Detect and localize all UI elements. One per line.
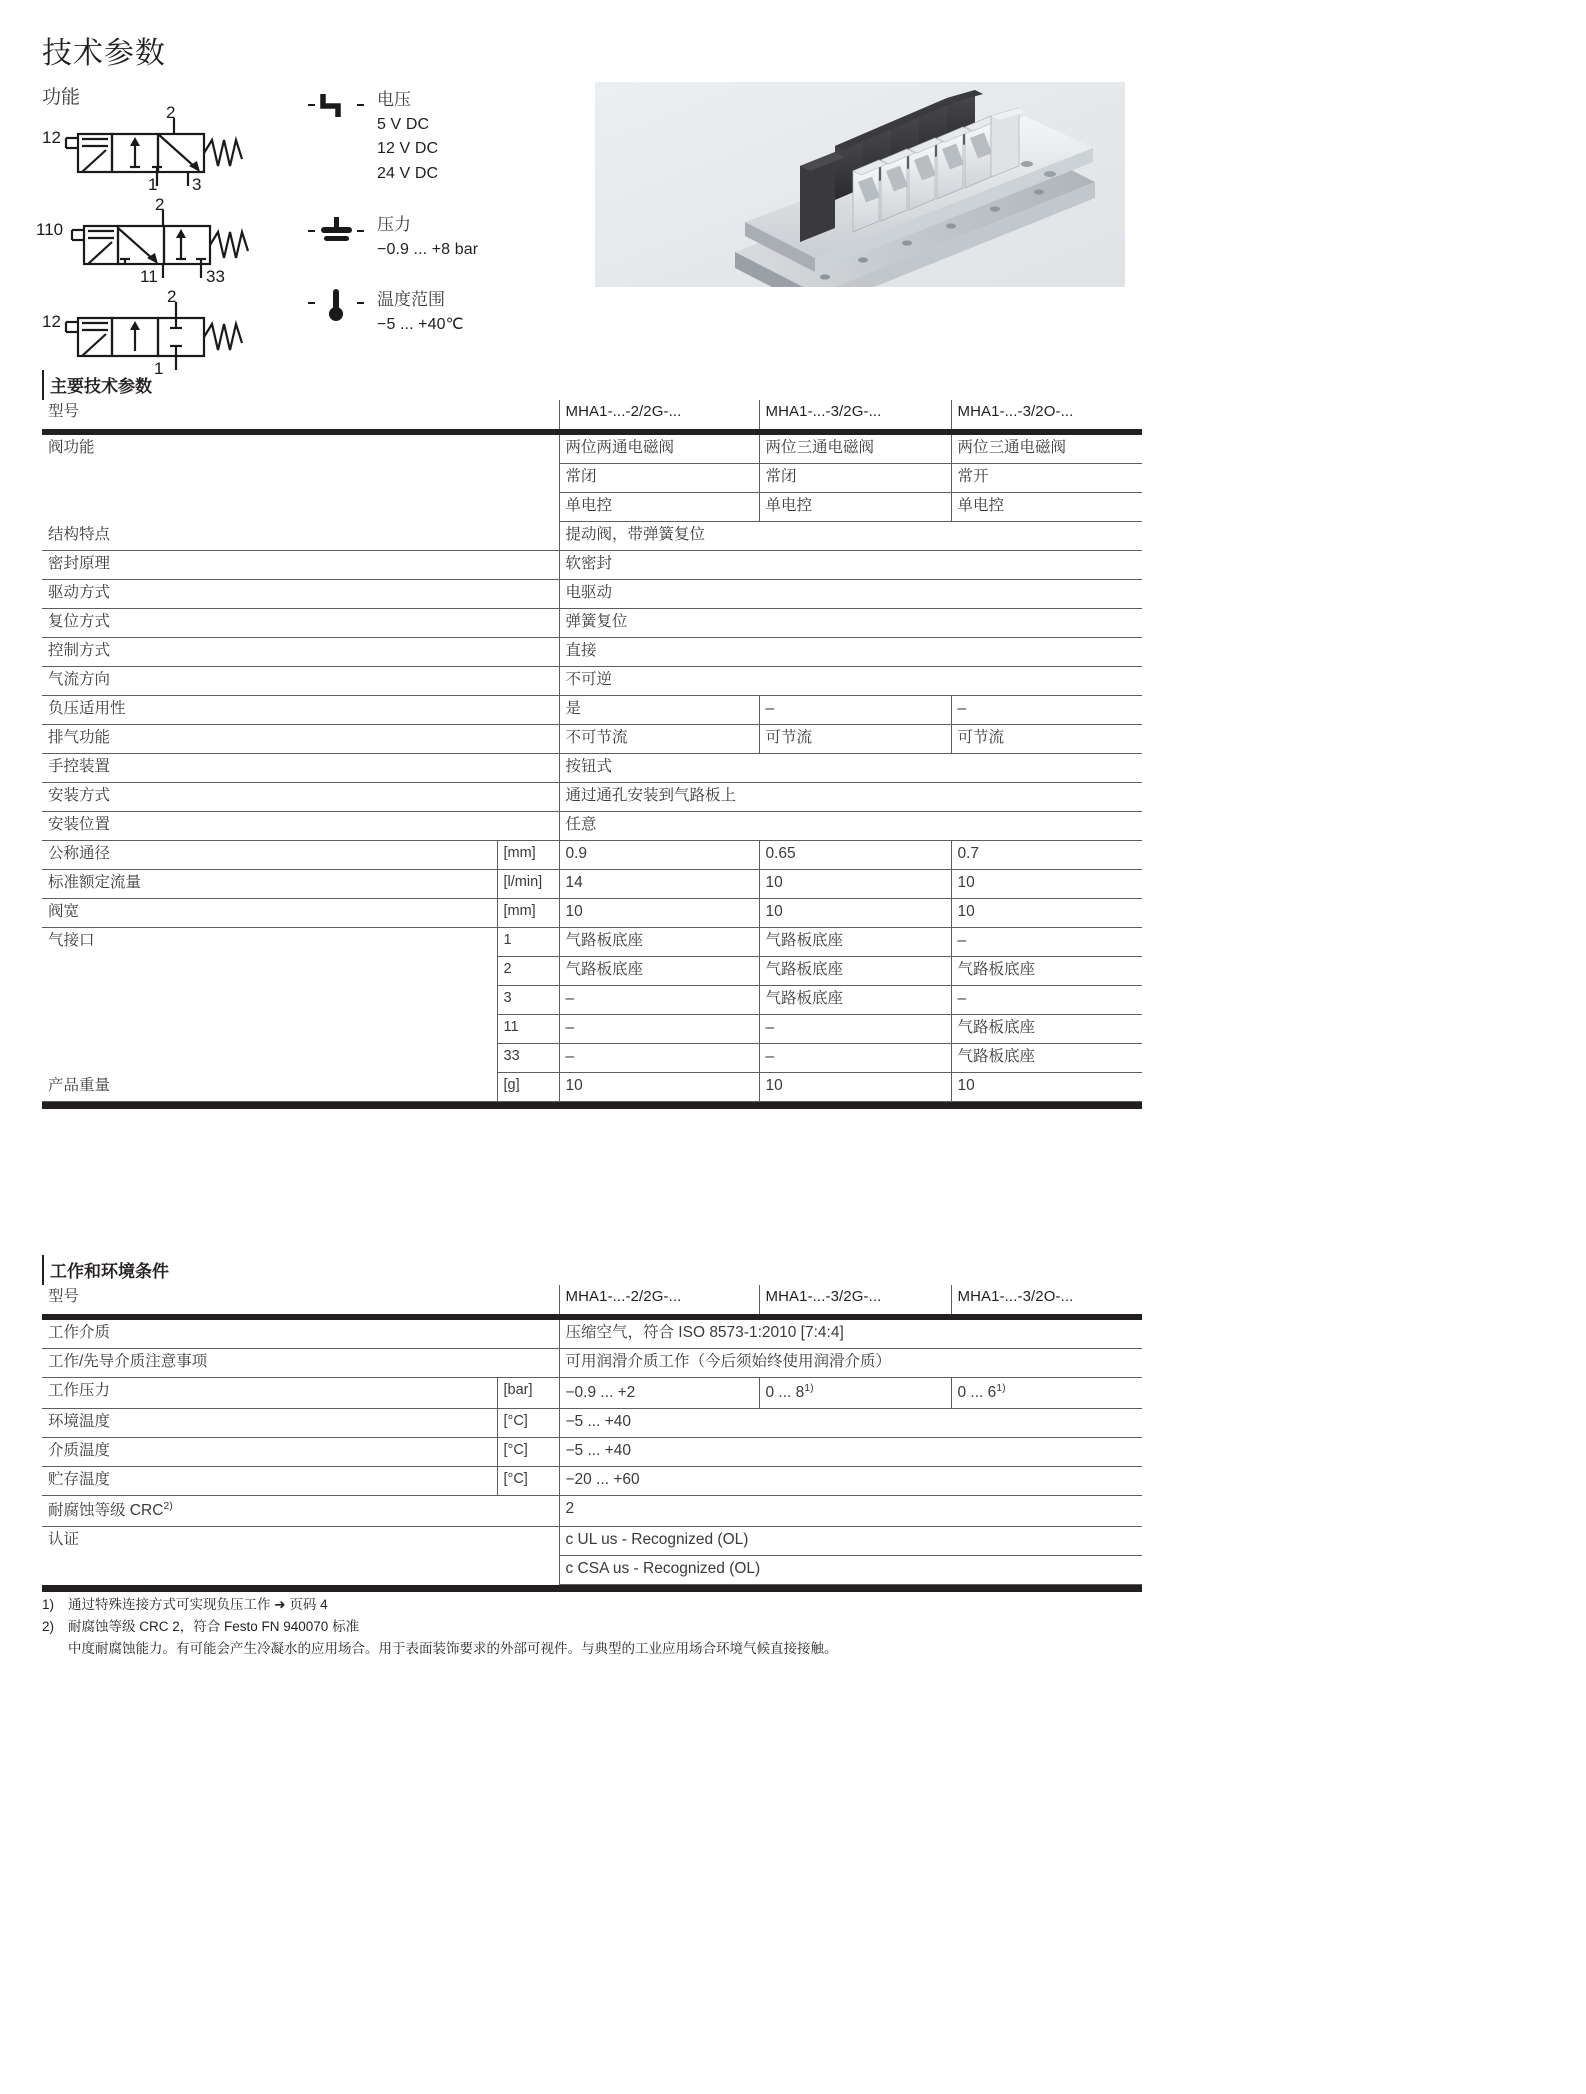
table-row — [42, 1527, 1142, 1556]
row-unit: [°C] — [497, 1467, 559, 1496]
row-label: 密封原理 — [42, 551, 497, 580]
svg-text:110: 110 — [36, 220, 64, 239]
main-model-1: MHA1-...-2/2G-... — [559, 400, 759, 429]
table-row — [42, 841, 1142, 870]
row-label: 驱动方式 — [42, 580, 497, 609]
row-label: 复位方式 — [42, 609, 497, 638]
row-value: 气路板底座 — [951, 1015, 1142, 1044]
main-model-2: MHA1-...-3/2G-... — [759, 400, 951, 429]
footnote-ref: 2) — [163, 1500, 173, 1513]
row-unit: [°C] — [497, 1438, 559, 1467]
row-label: 介质温度 — [42, 1438, 497, 1467]
row-unit: 2 — [497, 957, 559, 986]
footnotes — [42, 1595, 838, 1660]
row-label: 气接口 — [48, 932, 95, 949]
main-spec-table-block — [42, 370, 1142, 1109]
row-value: 按钮式 — [559, 754, 1142, 783]
valve-symbol-group — [36, 104, 296, 380]
table-row — [42, 1320, 1142, 1349]
row-unit: [°C] — [497, 1409, 559, 1438]
row-value: – — [559, 986, 759, 1015]
row-label: 结构特点 — [42, 522, 497, 551]
row-unit: [bar] — [497, 1378, 559, 1409]
svg-text:2: 2 — [166, 104, 176, 122]
row-value: 10 — [559, 899, 759, 928]
row-value: 是 — [559, 696, 759, 725]
footnote-1 — [42, 1595, 838, 1616]
row-value: 0.7 — [951, 841, 1142, 870]
conditions-table — [42, 1285, 1142, 1592]
row-label: 安装方式 — [42, 783, 497, 812]
row-label: 工作介质 — [42, 1320, 497, 1349]
row-label: 气流方向 — [42, 667, 497, 696]
row-value: – — [759, 1015, 951, 1044]
spec-title-voltage: 电压 — [377, 90, 411, 109]
row-value: c CSA us - Recognized (OL) — [559, 1556, 1142, 1585]
row-label: 工作/先导介质注意事项 — [42, 1349, 497, 1378]
footnote-text: 耐腐蚀等级 CRC 2，符合 Festo FN 940070 标准 — [68, 1618, 360, 1634]
table-row — [42, 580, 1142, 609]
row-value: – — [559, 1015, 759, 1044]
product-photo — [595, 82, 1125, 287]
row-value: c UL us - Recognized (OL) — [559, 1527, 1142, 1556]
row-label: 认证 — [48, 1531, 80, 1549]
svg-text:3: 3 — [192, 175, 202, 192]
function-section-label: 功能 — [42, 87, 81, 108]
row-value: 压缩空气，符合 ISO 8573-1:2010 [7:4:4] — [559, 1320, 1142, 1349]
row-value: 10 — [951, 870, 1142, 899]
spec-item-temperature — [305, 288, 565, 337]
spec-item-voltage — [305, 88, 565, 187]
row-value: – — [951, 696, 1142, 725]
footnote-2-detail: 中度耐腐蚀能力。有可能会产生冷凝水的应用场合。用于表面装饰要求的外部可视件。与典型的工业应用场合环境气候直接接触。 — [68, 1640, 838, 1656]
row-unit: 3 — [497, 986, 559, 1015]
row-value: – — [559, 1044, 759, 1073]
row-value: 不可逆 — [559, 667, 1142, 696]
row-value: 气路板底座 — [759, 957, 951, 986]
row-label: 控制方式 — [42, 638, 497, 667]
row-value: 两位两通电磁阀 — [559, 435, 759, 464]
table-row — [42, 1467, 1142, 1496]
row-value: 2 — [559, 1496, 1142, 1527]
row-value: 两位三通电磁阀 — [951, 435, 1142, 464]
row-unit: [mm] — [497, 841, 559, 870]
spec-value-temperature-0: −5 ... +40℃ — [377, 316, 464, 334]
row-unit: 33 — [497, 1044, 559, 1073]
row-value: 软密封 — [559, 551, 1142, 580]
footnote-number: 1) — [42, 1597, 55, 1612]
row-unit: [l/min] — [497, 870, 559, 899]
table-row — [42, 1438, 1142, 1467]
svg-text:12: 12 — [42, 312, 61, 331]
valve-symbol-3 — [36, 288, 296, 376]
svg-text:1: 1 — [154, 359, 164, 376]
row-value: 两位三通电磁阀 — [759, 435, 951, 464]
row-value: 10 — [951, 899, 1142, 928]
row-value: 气路板底座 — [759, 928, 951, 957]
conditions-model-label: 型号 — [48, 1288, 80, 1305]
row-value — [759, 1378, 951, 1409]
spec-value-voltage-1: 12 V DC — [377, 140, 439, 158]
row-value: – — [759, 1044, 951, 1073]
row-value: 0.9 — [559, 841, 759, 870]
row-value: – — [951, 928, 1142, 957]
row-unit: 1 — [497, 928, 559, 957]
row-value: 常闭 — [759, 464, 951, 493]
footnote-text: 通过特殊连接方式可实现负压工作 ➜ 页码 4 — [68, 1597, 328, 1612]
main-spec-table — [42, 400, 1142, 1109]
main-table-title: 主要技术参数 — [42, 370, 1142, 400]
footnote-ref: 1) — [996, 1382, 1006, 1394]
table-row — [42, 667, 1142, 696]
conditions-model-2: MHA1-...-3/2G-... — [759, 1285, 951, 1314]
row-label: 手控装置 — [42, 754, 497, 783]
row-label: 环境温度 — [42, 1409, 497, 1438]
footnote-number: 2) — [42, 1618, 55, 1634]
row-label-text: 耐腐蚀等级 CRC — [48, 1502, 164, 1520]
row-unit: [mm] — [497, 899, 559, 928]
table-row — [42, 1496, 1142, 1527]
row-value: −20 ... +60 — [559, 1467, 1142, 1496]
main-model-label: 型号 — [48, 403, 80, 420]
spec-value-voltage-0: 5 V DC — [377, 115, 430, 133]
table-row — [42, 696, 1142, 725]
table-row — [42, 551, 1142, 580]
thermometer-icon — [305, 288, 367, 322]
footnote-ref: 1) — [804, 1382, 814, 1394]
row-value: 弹簧复位 — [559, 609, 1142, 638]
row-value: 0.65 — [759, 841, 951, 870]
row-value: – — [759, 696, 951, 725]
row-value: 可节流 — [951, 725, 1142, 754]
row-value: 单电控 — [759, 493, 951, 522]
svg-text:2: 2 — [155, 196, 165, 214]
row-value: −5 ... +40 — [559, 1409, 1142, 1438]
row-value: 通过通孔安装到气路板上 — [559, 783, 1142, 812]
row-label: 产品重量 — [42, 1073, 497, 1102]
table-row — [42, 1409, 1142, 1438]
row-value: 14 — [559, 870, 759, 899]
table-row — [42, 870, 1142, 899]
svg-text:11: 11 — [140, 267, 158, 284]
table-row — [42, 1349, 1142, 1378]
table-row — [42, 754, 1142, 783]
row-value-text: −0.9 ... +2 — [565, 1384, 636, 1402]
conditions-model-3: MHA1-...-3/2O-... — [951, 1285, 1142, 1314]
table-row — [42, 928, 1142, 957]
row-value: 10 — [559, 1073, 759, 1102]
conditions-model-1: MHA1-...-2/2G-... — [559, 1285, 759, 1314]
row-value — [559, 1378, 759, 1409]
row-value: 可节流 — [759, 725, 951, 754]
row-value: 10 — [759, 1073, 951, 1102]
row-value: 可用润滑介质工作（今后须始终使用润滑介质） — [559, 1349, 1142, 1378]
spec-value-pressure-0: −0.9 ... +8 bar — [377, 240, 479, 258]
row-value: 常开 — [951, 464, 1142, 493]
row-value: 常闭 — [559, 464, 759, 493]
conditions-header-row — [42, 1285, 1142, 1314]
spec-value-voltage-2: 24 V DC — [377, 165, 439, 183]
svg-text:33: 33 — [206, 267, 225, 284]
pressure-icon — [305, 213, 367, 247]
main-table-header-row — [42, 400, 1142, 429]
row-label: 标准额定流量 — [42, 870, 497, 899]
spec-title-temperature: 温度范围 — [377, 290, 445, 310]
row-label: 贮存温度 — [42, 1467, 497, 1496]
row-value: 不可节流 — [559, 725, 759, 754]
row-value: 任意 — [559, 812, 1142, 841]
row-label: 阀功能 — [48, 439, 95, 456]
svg-text:1: 1 — [148, 175, 158, 192]
table-row — [42, 899, 1142, 928]
row-value: 电驱动 — [559, 580, 1142, 609]
conditions-table-block — [42, 1255, 1142, 1592]
conditions-table-title: 工作和环境条件 — [42, 1255, 1142, 1285]
row-value: 单电控 — [559, 493, 759, 522]
row-label: 工作压力 — [42, 1378, 497, 1409]
row-value: 10 — [759, 899, 951, 928]
row-label: 安装位置 — [42, 812, 497, 841]
row-value: 气路板底座 — [559, 928, 759, 957]
footnote-2 — [42, 1617, 838, 1638]
row-value — [951, 1378, 1142, 1409]
spec-item-pressure — [305, 213, 565, 262]
row-value: 10 — [759, 870, 951, 899]
row-unit: [g] — [497, 1073, 559, 1102]
spec-title-pressure: 压力 — [377, 215, 411, 235]
row-value-text: 0 ... 8 — [765, 1384, 805, 1402]
valve-symbol-2 — [36, 196, 296, 284]
row-label — [42, 1496, 497, 1527]
row-unit: 11 — [497, 1015, 559, 1044]
row-value: 气路板底座 — [759, 986, 951, 1015]
row-value: – — [951, 986, 1142, 1015]
table-row — [42, 1378, 1142, 1409]
spec-icon-list — [305, 88, 565, 364]
row-label: 排气功能 — [42, 725, 497, 754]
row-value: 气路板底座 — [951, 1044, 1142, 1073]
row-label: 阀宽 — [42, 899, 497, 928]
table-row — [42, 609, 1142, 638]
table-row — [42, 725, 1142, 754]
row-value: 气路板底座 — [951, 957, 1142, 986]
row-label: 公称通径 — [42, 841, 497, 870]
row-value-text: 0 ... 6 — [957, 1384, 997, 1402]
table-row — [42, 1073, 1142, 1102]
svg-text:2: 2 — [167, 288, 177, 306]
table-row — [42, 783, 1142, 812]
valve-symbol-1 — [36, 104, 296, 192]
page-title: 技术参数 — [42, 37, 166, 70]
table-row — [42, 522, 1142, 551]
row-value: 10 — [951, 1073, 1142, 1102]
row-value: 气路板底座 — [559, 957, 759, 986]
row-label: 负压适用性 — [42, 696, 497, 725]
main-model-3: MHA1-...-3/2O-... — [951, 400, 1142, 429]
row-value: 单电控 — [951, 493, 1142, 522]
row-value: 提动阀，带弹簧复位 — [559, 522, 1142, 551]
svg-text:12: 12 — [42, 128, 61, 147]
voltage-step-icon — [305, 88, 367, 122]
row-value: −5 ... +40 — [559, 1438, 1142, 1467]
table-row — [42, 812, 1142, 841]
table-row — [42, 435, 1142, 464]
table-row — [42, 638, 1142, 667]
row-value: 直接 — [559, 638, 1142, 667]
